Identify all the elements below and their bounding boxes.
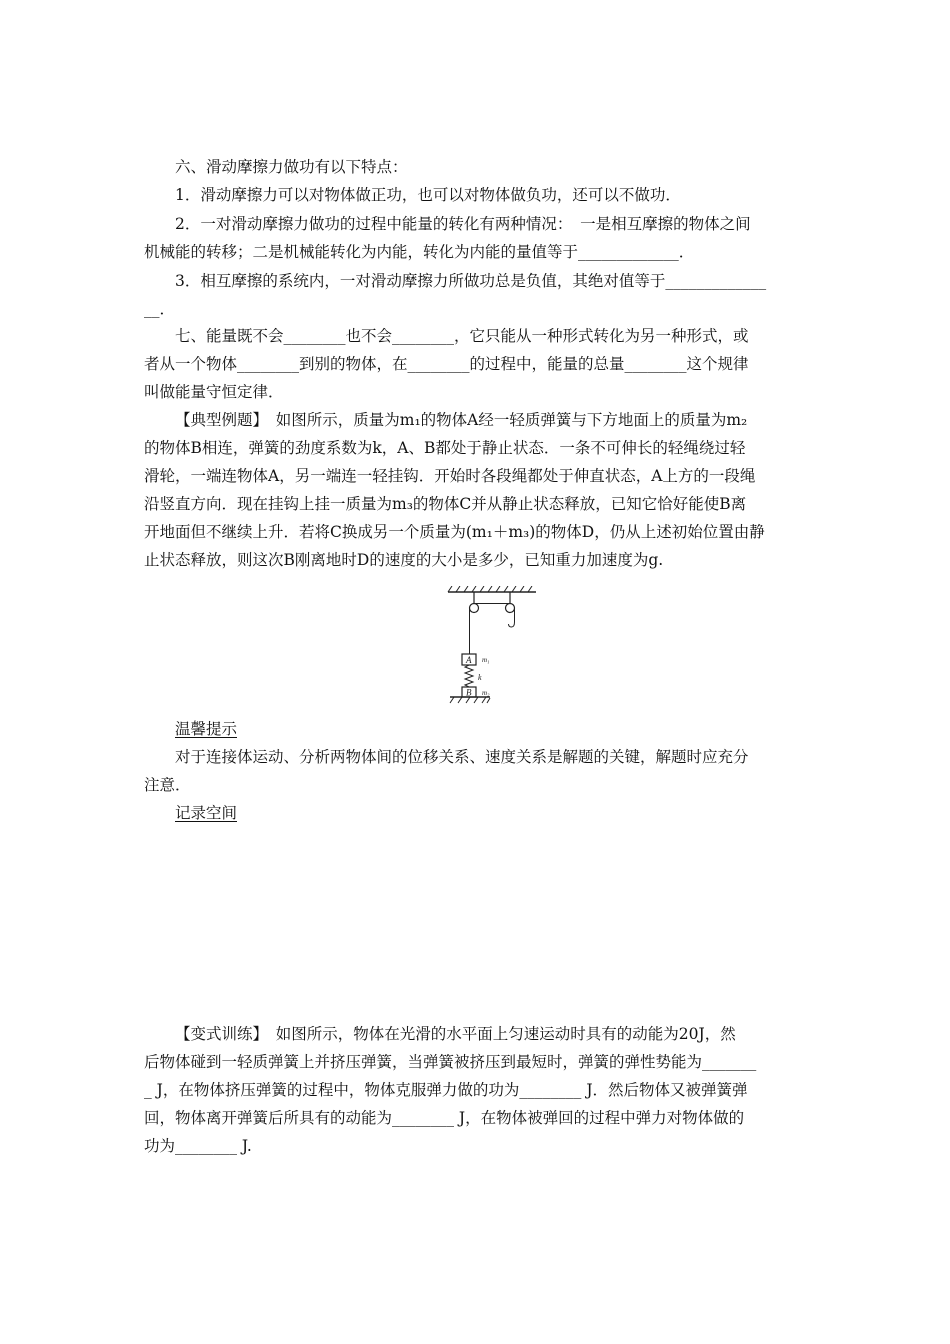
section7-line1: 七、能量既不会________也不会________，它只能从一种形式转化为另一种形式，或 (175, 327, 749, 345)
label-m2: m₂ (482, 689, 490, 697)
section6-item1: 1．滑动摩擦力可以对物体做正功，也可以对物体做负功，还可以不做功． (175, 186, 681, 204)
section7-line3: 叫做能量守恒定律． (144, 383, 284, 401)
section6-heading: 六、滑动摩擦力做功有以下特点： (175, 158, 408, 176)
label-k: k (478, 673, 482, 682)
section6-item2-line2: 机械能的转移；二是机械能转化为内能，转化为内能的量值等于_____________． (144, 243, 695, 261)
example-line1: 【典型例题】 如图所示，质量为m₁的物体A经一轻质弹簧与下方地面上的质量为m₂ (175, 411, 748, 429)
ceiling (448, 586, 536, 592)
exercise-line1: 【变式训练】 如图所示，物体在光滑的水平面上匀速运动时具有的动能为20J，然 (175, 1025, 736, 1043)
label-b: B (466, 687, 472, 698)
tip-title: 温馨提示 (175, 720, 238, 738)
example-line5: 开地面但不继续上升．若将C换成另一个质量为(m₁＋m₃)的物体D，仍从上述初始位置由静 (144, 523, 765, 541)
tip-line1: 对于连接体运动、分析两物体间的位移关系、速度关系是解题的关键，解题时应充分 (175, 748, 749, 766)
record-title: 记录空间 (175, 804, 238, 822)
ground (450, 697, 490, 703)
section6-item3-line1: 3．相互摩擦的系统内，一对滑动摩擦力所做功总是负值，其绝对值等于_____________ (175, 272, 767, 290)
example-line4: 沿竖直方向．现在挂钩上挂一质量为m₃的物体C并从静止状态释放，已知它恰好能使B离 (144, 495, 747, 513)
example-line6: 止状态释放，则这次B刚离地时D的速度的大小是多少，已知重力加速度为g. (144, 551, 664, 569)
example-line2: 的物体B相连，弹簧的劲度系数为k，A、B都处于静止状态．一条不可伸长的轻绳绕过轻 (144, 439, 746, 457)
section6-item2-line1: 2．一对滑动摩擦力做功的过程中能量的转化有两种情况： 一是相互摩擦的物体之间 (175, 215, 751, 233)
exercise-line5: 功为________ J. (144, 1137, 252, 1155)
section6-item3-line2: __． (144, 300, 176, 318)
pulleys (470, 592, 515, 613)
exercise-line3: _ J，在物体挤压弹簧的过程中，物体克服弹力做的功为________ J．然后物体又被弹簧弹 (144, 1081, 748, 1099)
exercise-line2: 后物体碰到一轻质弹簧上并挤压弹簧，当弹簧被挤压到最短时，弹簧的弹性势能为_______ (144, 1053, 757, 1071)
tip-line2: 注意． (144, 776, 191, 794)
spring (465, 665, 473, 687)
pulley-spring-figure (438, 586, 546, 710)
label-m1: m₁ (482, 656, 490, 664)
example-line3: 滑轮，一端连物体A，另一端连一轻挂钩．开始时各段绳都处于伸直状态，A上方的一段绳 (144, 467, 756, 485)
exercise-line4: 回，物体离开弹簧后所具有的动能为________ J，在物体被弹回的过程中弹力对物体做的 (144, 1109, 745, 1127)
section7-line2: 者从一个物体________到别的物体，在________的过程中，能量的总量________这个规律 (144, 355, 749, 373)
label-a: A (466, 655, 472, 665)
